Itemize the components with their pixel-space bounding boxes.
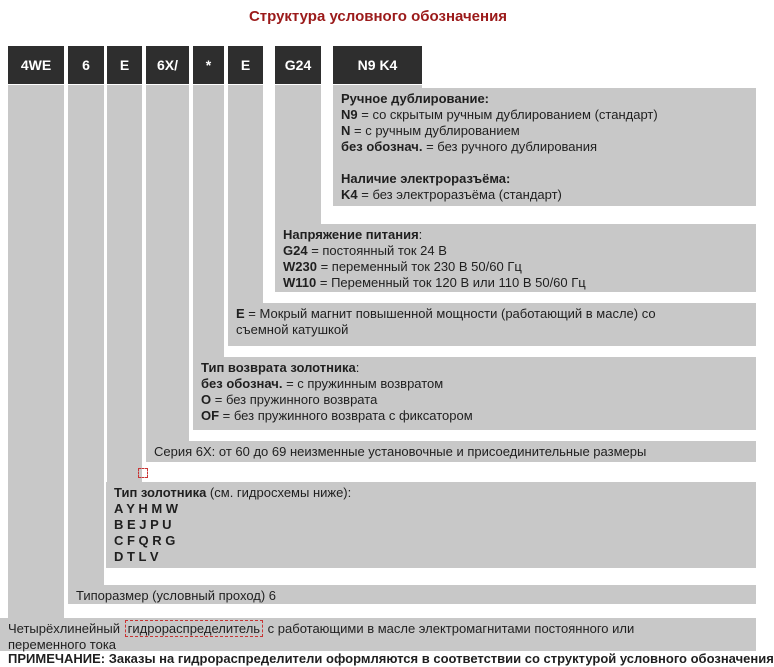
column-connector-bar-5 <box>228 85 263 303</box>
legend-text: O <box>201 392 212 407</box>
legend-text: съемной катушкой <box>236 322 349 337</box>
spellcheck-boxed-word: гидрораспределитель <box>125 620 263 637</box>
series-legend <box>146 441 756 462</box>
legend-line <box>114 517 752 533</box>
legend-line <box>341 139 752 155</box>
legend-line <box>201 360 752 376</box>
code-box-1: 6 <box>68 46 104 84</box>
legend-text: Напряжение питания <box>283 227 419 242</box>
legend-text: W230 <box>283 259 317 274</box>
code-box-3: 6X/ <box>146 46 189 84</box>
legend-text: = без ручного дублирования <box>422 139 598 154</box>
red-dashed-revision-mark <box>138 468 148 478</box>
legend-text: G24 <box>283 243 308 258</box>
legend-line <box>114 533 752 549</box>
legend-text: = переменный ток 230 В 50/60 Гц <box>316 259 522 274</box>
legend-text: Тип золотника <box>114 485 207 500</box>
legend-line <box>341 171 752 187</box>
legend-text: Четырёхлинейный <box>8 621 124 636</box>
legend-text: = со скрытым ручным дублированием (стандарт) <box>357 107 658 122</box>
column-connector-bar-0 <box>8 85 64 618</box>
code-box-7: N9 K4 <box>333 46 422 84</box>
legend-line <box>114 501 752 517</box>
legend-line <box>283 275 752 291</box>
legend-line <box>283 259 752 275</box>
legend-line <box>341 155 752 171</box>
legend-text: без обознач. <box>201 376 283 391</box>
legend-line <box>283 227 752 243</box>
column-connector-bar-3 <box>146 85 189 441</box>
legend-text: N9 <box>341 107 358 122</box>
code-box-4: * <box>193 46 224 84</box>
legend-text: с работающими в масле электромагнитами постоянного или <box>264 621 635 636</box>
legend-text: = без электроразъёма (стандарт) <box>357 187 562 202</box>
legend-text: : <box>418 227 423 242</box>
legend-text: E <box>236 306 245 321</box>
legend-text: Наличие электроразъёма: <box>341 171 511 186</box>
legend-text: Ручное дублирование: <box>341 91 490 106</box>
legend-line <box>114 485 752 501</box>
wet-magnet-legend <box>228 303 756 346</box>
legend-line <box>201 392 752 408</box>
legend-line <box>114 549 752 565</box>
legend-text: без обознач. <box>341 139 423 154</box>
legend-text: = без пружинного возврата с фиксатором <box>219 408 473 423</box>
code-box-0: 4WE <box>8 46 64 84</box>
legend-line <box>236 306 752 322</box>
column-connector-bar-1 <box>68 85 104 585</box>
legend-line <box>8 621 752 637</box>
legend-text: W110 <box>283 275 317 290</box>
legend-text: = без пружинного возврата <box>211 392 378 407</box>
column-connector-bar-4 <box>193 85 224 357</box>
legend-line <box>201 376 752 392</box>
legend-text: переменного тока <box>8 637 117 652</box>
legend-line <box>341 107 752 123</box>
code-box-6: G24 <box>275 46 321 84</box>
legend-text: = с ручным дублированием <box>350 123 520 138</box>
code-box-5: E <box>228 46 263 84</box>
legend-text: Тип возврата золотника <box>201 360 356 375</box>
legend-text: A Y H M W <box>114 501 179 516</box>
supply-voltage-legend <box>275 224 756 292</box>
spool-type-legend <box>106 482 756 568</box>
column-connector-bar-6 <box>275 85 321 224</box>
manual-override-legend <box>333 88 756 206</box>
legend-line <box>341 91 752 107</box>
legend-text: OF <box>201 408 220 423</box>
code-box-2: E <box>107 46 142 84</box>
legend-text: (см. гидросхемы ниже): <box>206 485 352 500</box>
legend-text: B E J P U <box>114 517 172 532</box>
legend-line <box>341 187 752 203</box>
legend-text: C F Q R G <box>114 533 176 548</box>
note-clipped: ПРИМЕЧАНИЕ: Заказы на гидрораспределители оформляются в соответствии со структурой условного обозначения <box>8 651 774 666</box>
legend-line <box>236 322 752 338</box>
legend-text: = Мокрый магнит повышенной мощности (работающий в масле) со <box>244 306 656 321</box>
legend-text: = Переменный ток 120 В или 110 В 50/60 Гц <box>316 275 586 290</box>
spool-return-legend <box>193 357 756 430</box>
legend-text: N <box>341 123 351 138</box>
legend-text: = с пружинным возвратом <box>282 376 444 391</box>
legend-line <box>283 243 752 259</box>
column-connector-bar-2 <box>107 85 142 482</box>
legend-line <box>201 408 752 424</box>
legend-line <box>154 444 752 460</box>
legend-line <box>76 588 752 604</box>
legend-text: K4 <box>341 187 358 202</box>
legend-text: D T L V <box>114 549 159 564</box>
legend-text: = постоянный ток 24 В <box>307 243 447 258</box>
valve-description <box>0 618 756 651</box>
legend-text: Серия 6X: от 60 до 69 неизменные установочные и присоединительные размеры <box>154 444 647 459</box>
legend-text: Типоразмер (условный проход) 6 <box>76 588 277 603</box>
legend-line <box>341 123 752 139</box>
size-legend <box>68 585 756 604</box>
page-title: Структура условного обозначения <box>248 8 508 25</box>
legend-text: : <box>355 360 360 375</box>
